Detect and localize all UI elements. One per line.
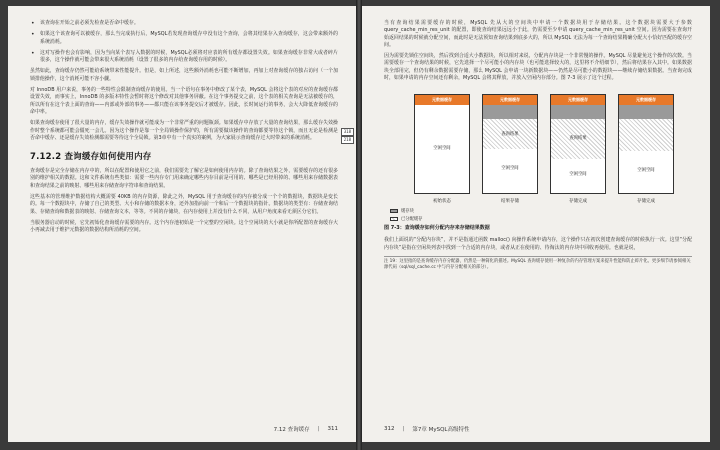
block-label: 空闲空间 [569,172,587,178]
metadata-block: 元数据缓存 [415,95,469,105]
section-heading: 7.12.2 查询缓存如何使用内存 [30,152,152,163]
paragraph: 当服务器启动的时候，它先初始化查询缓存需要的内存。这个内存池初始是一个完整的空闲块。这个空闲块的大小就是你所配置的查询缓存大小再减去用于维护元数据的数据结构所消耗的空间。 [30,219,338,234]
bullet-item: • 如果这个该查询可以被缓存，那么当完成执行后，MySQL若发现查询缓存中没有这个查询，会将其结果存入查询缓存，这会带来额外的系统消耗。 [30,31,338,46]
free-block [415,105,469,193]
legend-label: 已分配缓存 [401,217,423,223]
metadata-block: 元数据缓存 [619,95,673,105]
free-block [551,159,605,193]
column-caption: 存储完成 [569,199,587,205]
free-block [619,151,673,193]
footer-page-number: 311 [327,426,338,432]
legend-item [390,216,422,222]
metadata-block: 元数据缓存 [483,95,537,105]
footer-page-number: 312 [384,426,395,432]
block-label: 查询结果 [569,136,587,142]
legend-item [390,208,422,214]
used-block [619,105,673,119]
bullet-item: • 这对写操作也会有影响，因为当向某个表写入数据的时候，MySQL必须将对应表的所有缓存都设置失效。如果查询缓存非常大或者碎片很多，这个操作就可能会带来很大系统消耗（设置了很多的内存给查询缓存用的时候）。 [30,50,338,65]
footer-separator: | [402,426,405,432]
used-block [551,105,605,119]
block-label: 空闲空间 [433,146,451,152]
allocated-block [619,119,673,151]
block-label: 查询结果 [501,132,519,138]
margin-page-ref: 318 [341,128,354,136]
used-block [483,105,537,119]
allocated-block [483,119,537,149]
paragraph: 虽然如此，查询缓存仍然可能给系统带来性能提升。但是，如上所述，这些额外消耗也可能不断增加，再加上对查询缓存的独占访问（一个加锁排他操作，这个消耗可能不容小觑。 [30,68,338,82]
right-page-content [384,20,692,414]
paragraph: 我们上面说的“分配内存块”，并不是指通过函数 malloc() 向操作系统申请内存，这个操作只在初次创建查询缓存的时候执行一次。这里“分配内存块”是指在空闲块列表中找到一个合适的内存块，或者从正在使用的、待淘汰的内存块中回收再使用。也就是说， [384,237,693,251]
column-caption: 结果存储 [501,199,519,205]
block-label: 空闲空间 [637,168,655,174]
memory-column [414,94,470,194]
legend-label: 缓存块 [401,209,414,215]
paragraph: 这些基本的管理维护数据结构大概需要 40KB 的内存资源，除此之外，MySQL 用于查询缓存的内存被分成一个个的数据块，数据块是变长的。每一个数据块中，存储了自己的类型、大小和存储的数据本身，还外加指向前一个和后一个数据块的指针。数据块的类型有：存储查询结果、存储查询和数据表的映射、存储查询文本，等等。不同的存储块，在内存使用上并没有什么不同，从用户角度来看无须区分它们。 [30,194,338,215]
figure-title: 图 7-3：查询缓存如何分配内存来存储结果数据 [384,225,490,232]
column-caption: 存储完成 [637,199,655,205]
footer-separator: | [317,426,320,432]
paragraph: 对 InnoDB 用户来说，事务的一些特性会限制查询缓存的使用。当一个语句在事务中修改了某个表，MySQL 会将这个表的对应的查询缓存都设置失效，而事实上，InnoDB 的多版本特性会暂时将这个修改对其他事务屏蔽。在这个事务提交之前，这个表的相关查询是无法被缓存的，所以所有在这个表上面的查询——内部或外部的事务——都只能在该事务提交后才被缓存。因此，长时间运行的事务，会大大降低查询缓存的命中率。 [30,87,338,115]
footnote: 注 19：这里指的是查询缓存内存分配器，仍然是一种简化的描述。MySQL 查询缓存使用一种复杂的内存管理方案来提升性能和防止碎片化。更多细节请参阅相关源代码（sql/sql_cache.cc 中与内存分配相关的部分）。 [384,256,692,271]
left-page [8,6,356,442]
page-footer [384,424,692,434]
figure-7-3 [384,88,692,223]
footer-section: 第7章 MySQL高级特性 [412,427,470,433]
allocated-block [551,119,605,159]
legend-swatch [390,217,398,221]
paragraph: 因为需要先锁住空间块，然后找到合适大小数据块，所以相对来说，分配内存块是一个非常慢的操作。MySQL 尽量避免这个操作的次数。当需要缓存一个查询结果的时候，它先选择一个尽可能小的内存块（也可能选择较大的，这里将不介绍细节），然后将结果存入其中。如果数据块全部用完，但仍有剩余数据需要存储，那么 MySQL 会申请一块新数据块——仍然是尽可能小的数据块——继续存储结果数据。当查询完成时，如果申请的内存空间还有剩余，MySQL 会将其释放，并放入空闲内存部分。图 7-3 展示了这个过程。 [384,53,692,82]
figure-legend [390,208,422,224]
margin-page-ref: 218 [341,136,354,144]
page-footer [30,424,338,434]
right-page [362,6,710,442]
paragraph: 如果查询缓存使用了很大量的内存，缓存失效操作就可能成为一个非常严重的问题瓶颈。如果缓存中存放了大量的查询结果，那么缓存失效操作时整个系统都可能会僵死一会儿。因为这个操作是靠一个全局锁操作保护的，所有需要做该操作的查询都要等待这个锁，而且无论是检测是否命中缓存、还是缓存失效检测都需要等待这个全局锁。第3章中有一个真实的案例，为大家展示查询缓存过大时带来的系统消耗。 [30,120,338,141]
paragraph: 当有查询结果需要缓存的时候，MySQL 先从大的空间块中申请一个数据块用于存储结果。这个数据块需要大于参数 query_cache_min_res_unit 的配置，即使查询结果远远小于此，仍需要至少申请 query_cache_min_res_unit 空间。因为需要在查询开始返回结果的时候就分配空间，而此时是无法预知查询结果到底多大的，所以 MySQL 无法为每一个查询结果精确分配大小恰好匹配的缓存空间。 [384,20,692,48]
bullet-item: • 该查询在开始之前必须先检查是否命中缓存。 [30,20,338,27]
column-caption: 初始状态 [433,199,451,205]
footer-section: 7.12 查询缓存 [273,427,310,433]
legend-swatch [390,209,398,213]
metadata-block: 元数据缓存 [551,95,605,105]
memory-column [618,94,674,194]
memory-column [550,94,606,194]
memory-column [482,94,538,194]
paragraph: 查询缓存是完全存储在内存中的，所以在配置和使用它之前，我们需要先了解它是如何使用内存的。除了查询结果之外，需要缓存的还有很多别的维护相关的数据。这和文件系统有些类似：需要一些内存专门用来确定哪些内存目前是可用的、哪些是已经用掉的、哪些用来存储数据表和查询结果之前的映射、哪些用来存储查询字符串和查询结果。 [30,168,338,189]
block-label: 空闲空间 [501,166,519,172]
left-page-content [30,20,338,414]
free-block [483,149,537,193]
